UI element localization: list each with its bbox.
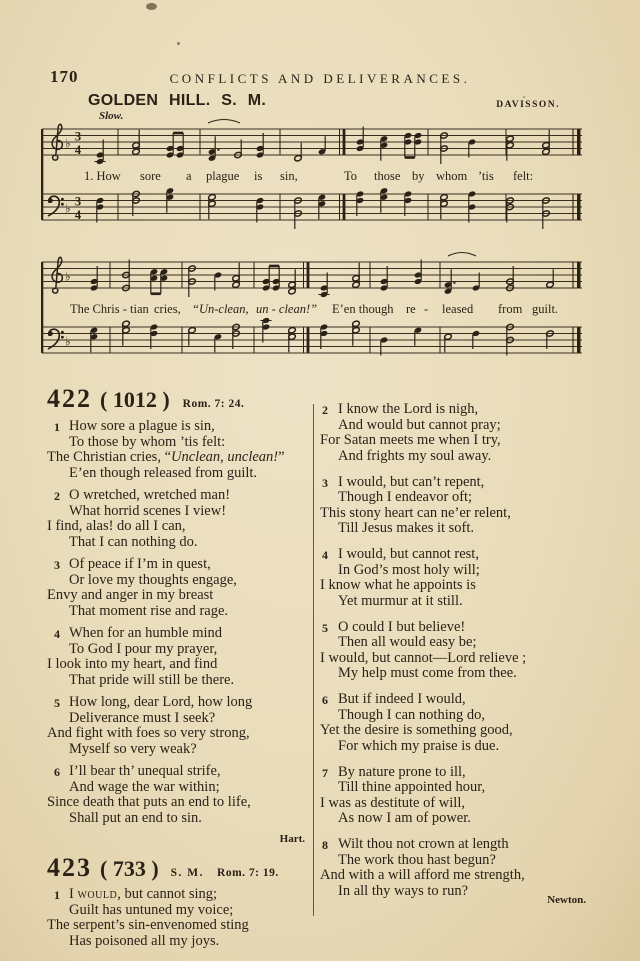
hymn-422-stanzas: [47, 419, 309, 826]
hymn-423-heading: [47, 853, 309, 883]
bass-clef-icon: [48, 329, 64, 348]
lyric-syllable: The Chris - tian: [70, 302, 149, 316]
stanza-number: 5: [322, 620, 328, 635]
page-number: 170: [50, 67, 79, 86]
lyric-syllable: sin,: [280, 169, 298, 183]
verse-line: I was as destitute of will,: [320, 794, 465, 811]
stanza-number: 6: [54, 765, 60, 779]
svg-text:4: 4: [74, 143, 82, 157]
verse-line: My help must come from thee.: [338, 665, 517, 681]
lyric-syllable: un - clean!”: [256, 302, 318, 316]
verse-line: But if indeed I would,: [338, 691, 466, 707]
verse-line: O could I but believe!: [338, 618, 466, 635]
verse-line: I know what he appoints is: [320, 577, 476, 593]
hymn-stanza: [47, 764, 309, 826]
verse-line: The work thou hast begun?: [338, 851, 496, 868]
stanza-number: 4: [54, 627, 60, 641]
tune-title: GOLDEN HILL. S. M.: [88, 92, 267, 109]
verse-line: Myself so very weak?: [69, 740, 197, 757]
verse-line: In God’s most holy will;: [338, 561, 480, 578]
hymn-alt-number: ( 733 ): [100, 856, 159, 881]
verse-line: I look into my heart, and find: [47, 656, 218, 672]
music-system-2: [40, 249, 585, 381]
hymn-number: 422: [47, 384, 92, 413]
verse-line: For Satan meets me when I try,: [320, 432, 501, 448]
hymn-stanza: [320, 765, 588, 827]
verse-line: The Christian cries, “Unclean, unclean!”: [47, 449, 285, 465]
svg-text:4: 4: [74, 208, 82, 222]
verse-line: Shall put an end to sin.: [69, 809, 202, 826]
svg-text:3: 3: [74, 129, 82, 144]
verse-line: Wilt thou not crown at length: [338, 836, 509, 852]
verse-line: Or love my thoughts engage,: [69, 571, 237, 588]
verse-line: Envy and anger in my breast: [47, 587, 214, 603]
stanza-number: 5: [54, 696, 60, 710]
stanza-number: 2: [322, 403, 328, 417]
verse-line: Till Jesus makes it soft.: [338, 520, 475, 536]
verse-line: I would, but cannot sing;: [69, 886, 218, 902]
lyric-syllable: by: [412, 169, 425, 183]
verse-line: How sore a plague is sin,: [69, 418, 215, 434]
verse-line: In all thy ways to run?: [338, 882, 469, 899]
lyric-syllable: E’en though: [332, 302, 394, 316]
lyric-syllable: a: [186, 169, 192, 183]
verse-line: And frights my soul away.: [338, 447, 492, 464]
lyric-syllable: 1. How: [84, 169, 121, 183]
verse-line: I would, but cannot rest,: [338, 546, 479, 562]
lyric-syllable: ’tis: [478, 169, 494, 183]
hymn-meter: S. M.: [170, 867, 205, 879]
hymn-stanza: [320, 620, 588, 682]
flat-sign: ♭: [65, 136, 71, 151]
lyric-syllable: from: [498, 302, 523, 316]
author-attribution: Newton.: [547, 894, 586, 906]
hymn-423-stanzas: [320, 402, 588, 899]
lyric-syllable: whom: [436, 169, 468, 183]
bass-clef-icon: [48, 196, 64, 215]
verse-line: I know the Lord is nigh,: [338, 401, 479, 417]
hymn-stanza: [47, 887, 309, 949]
system-barline: [41, 129, 43, 220]
verse-line: And would but cannot pray;: [338, 416, 501, 433]
stanza-number: 3: [322, 475, 328, 490]
verse-line: That I can nothing do.: [69, 533, 198, 550]
stanza-number: 7: [322, 765, 328, 780]
verse-line: Yet murmur at it still.: [338, 592, 463, 609]
system-barline: [41, 262, 43, 353]
lyric-syllable: sore: [140, 169, 161, 183]
verse-line: That pride will still be there.: [69, 671, 235, 688]
stanza-number: 8: [322, 838, 328, 852]
svg-text:3: 3: [74, 194, 82, 209]
hymn-stanza: [320, 837, 588, 899]
verse-line: And wage the war within;: [69, 778, 220, 795]
verse-line: This stony heart can ne’er relent,: [320, 504, 511, 521]
hymn-stanza: [320, 547, 588, 609]
lyric-syllable: -: [424, 302, 429, 316]
lyric-syllable: those: [374, 169, 401, 183]
verse-line: I would, but can’t repent,: [338, 473, 485, 490]
verse-line: By nature prone to ill,: [338, 763, 466, 780]
verse-line: How long, dear Lord, how long: [69, 694, 253, 710]
left-column: [47, 384, 309, 956]
verse-line: E’en though released from guilt.: [69, 464, 258, 481]
hymn-stanza: [47, 419, 309, 481]
verse-line: That moment rise and rage.: [69, 602, 229, 619]
verse-line: Has poisoned all my joys.: [69, 932, 220, 949]
hymn-stanza: [47, 626, 309, 688]
column-divider: [313, 404, 314, 916]
verse-line: Though I endeavor oft;: [338, 489, 473, 505]
verse-line: I would, but cannot—Lord relieve ;: [320, 649, 527, 666]
right-column: [320, 402, 588, 906]
verse-line: For which my praise is due.: [338, 737, 500, 754]
verse-line: As now I am of power.: [338, 810, 471, 826]
lyric-syllable: guilt.: [532, 302, 559, 316]
stanza-number: 4: [322, 548, 328, 562]
flat-sign: ♭: [65, 334, 71, 349]
hymn-stanza: [320, 692, 588, 754]
lyric-syllable: “Un-clean,: [192, 302, 249, 316]
stanza-number: 2: [54, 489, 60, 503]
paper-speck: [146, 3, 157, 10]
stanza-number: 3: [54, 558, 60, 572]
verse-line: Though I can nothing do,: [338, 706, 485, 723]
author-attribution: Hart.: [279, 833, 305, 845]
hymn-number: 423: [47, 853, 92, 882]
verse-line: And fight with foes so very strong,: [47, 725, 250, 741]
paper-speck: [177, 42, 180, 45]
flat-sign: ♭: [65, 201, 71, 216]
scripture-reference: Rom. 7: 24.: [182, 398, 245, 410]
lyric-syllable: is: [254, 169, 263, 183]
verse-line: I find, alas! do all I can,: [47, 518, 186, 534]
hymn-stanza: [320, 475, 588, 537]
tempo-marking: Slow.: [99, 110, 124, 122]
flat-sign: ♭: [65, 269, 71, 284]
hymn-stanza: [47, 488, 309, 550]
verse-line: And with a will afford me strength,: [320, 867, 525, 883]
hymn-stanza: [320, 402, 588, 464]
verse-line: O wretched, wretched man!: [69, 487, 231, 503]
lyric-syllable: cries,: [154, 302, 181, 316]
verse-line: Guilt has untuned my voice;: [69, 901, 234, 918]
verse-line: Then all would easy be;: [338, 634, 477, 650]
lyric-syllable: leased: [442, 302, 474, 316]
composer-credit: DAVISSON.: [496, 100, 560, 110]
verse-line: Since death that puts an end to life,: [47, 794, 251, 810]
lyric-syllable: To: [344, 169, 358, 183]
stanza-number: 1: [54, 420, 60, 434]
hymn-423-first-stanza: [47, 887, 309, 949]
stanza-number: 6: [322, 693, 328, 707]
verse-line: What horrid scenes I view!: [69, 502, 227, 519]
verse-line: To those by whom ’tis felt:: [69, 433, 226, 450]
verse-line: Till thine appointed hour,: [338, 779, 486, 795]
lyric-syllable: plague: [206, 169, 240, 183]
paper-speck: [523, 96, 525, 98]
verse-line: Of peace if I’m in quest,: [69, 556, 211, 572]
hymn-stanza: [47, 557, 309, 619]
lyric-syllable: re: [406, 302, 416, 316]
stanza-number: 1: [54, 888, 60, 902]
verse-line: When for an humble mind: [69, 625, 223, 641]
hymn-stanza: [47, 695, 309, 757]
music-system-1: [40, 116, 585, 248]
verse-line: Yet the desire is something good,: [320, 722, 513, 738]
hymn-422-heading: [47, 384, 309, 414]
lyric-syllable: felt:: [513, 169, 534, 183]
scripture-reference: Rom. 7: 19.: [217, 867, 279, 879]
verse-line: The serpent’s sin-envenomed sting: [47, 917, 249, 933]
hymn-alt-number: ( 1012 ): [100, 387, 170, 412]
verse-line: Deliverance must I seek?: [69, 709, 216, 726]
running-header: CONFLICTS AND DELIVERANCES.: [169, 71, 471, 86]
verse-line: I’ll bear th’ unequal strife,: [69, 763, 221, 779]
verse-line: To God I pour my prayer,: [69, 640, 218, 657]
